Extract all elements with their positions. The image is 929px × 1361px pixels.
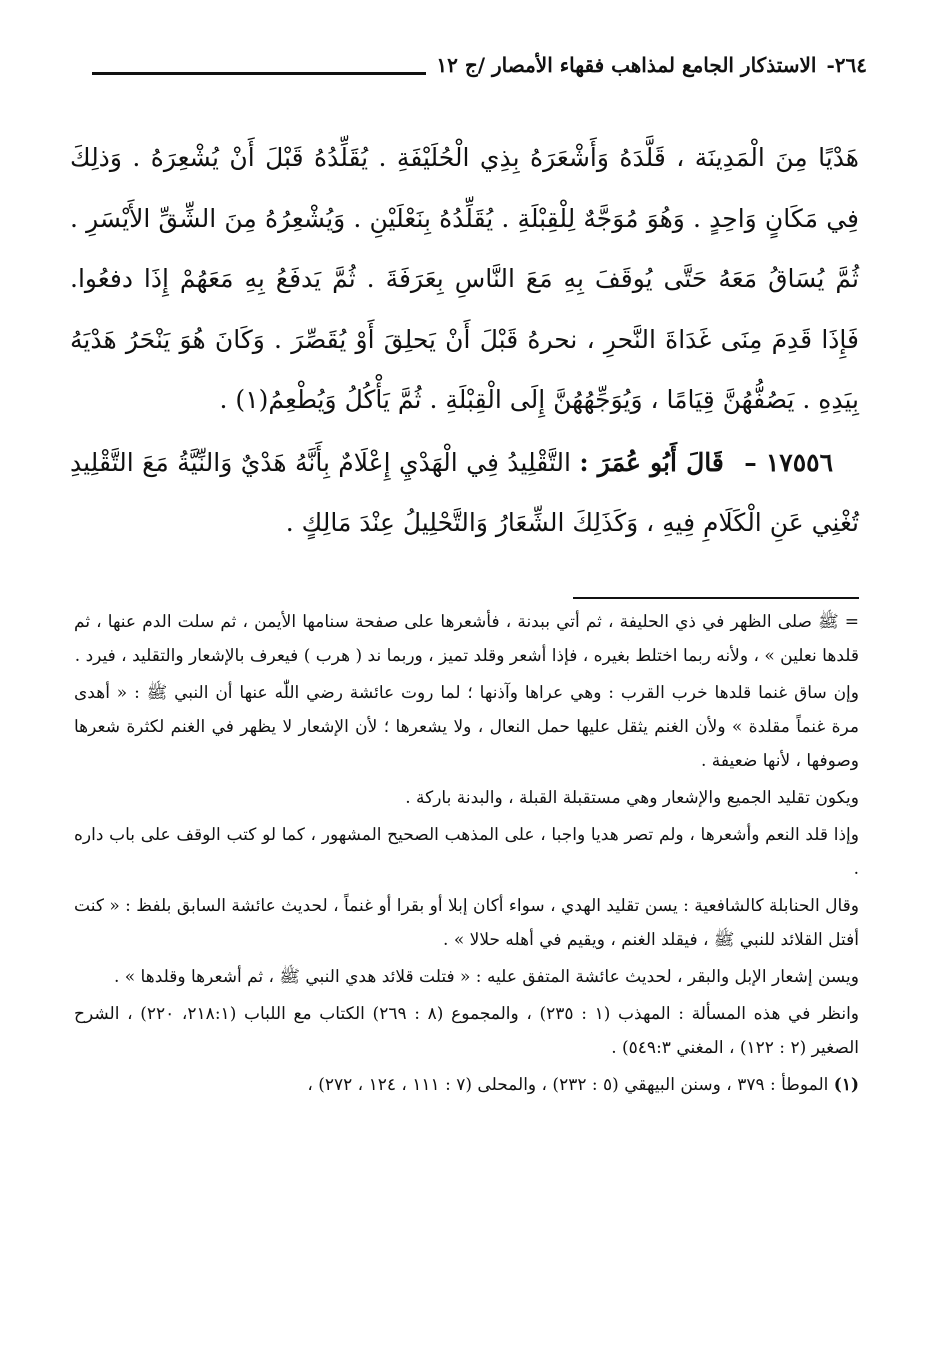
footnote-references: وانظر في هذه المسألة : المهذب (١ : ٢٣٥) ، والمجموع (٨ : ٢٦٩) الكتاب مع اللباب (٢١٨:١، ٢٢٠) ، الشرح الصغير (٢ : ١٢٢) ، المغني ٥٤٩:٣) . bbox=[74, 1004, 860, 1058]
footnote-1-text: الموطأ : ٣٧٩ ، وسنن البيهقي (٥ : ٢٣٢) ، والمحلى (٧ : ١١١ ، ١٢٤ ، ٢٧٢) ، bbox=[307, 1075, 829, 1095]
commentary-text: التَّقْلِيدُ فِي الْهَدْيِ إِعْلَامٌ بِأَنَّهُ هَدْيٌ وَالنِّيَّةُ مَعَ التَّقْلِيدِ تُغْنِي عَنِ الْكَلَامِ فِيهِ ، وَكَذَلِكَ الشِّعَارُ وَالتَّحْلِيلُ عِنْدَ مَالِكٍ . bbox=[70, 447, 859, 537]
footnote-separator bbox=[573, 597, 859, 599]
footnote-paragraph: ويكون تقليد الجميع والإشعار وهي مستقبلة القبلة ، والبدنة باركة . bbox=[405, 788, 859, 808]
header-rule bbox=[92, 72, 426, 75]
main-paragraph: هَدْيًا مِنَ الْمَدِينَة ، قَلَّدَهُ وَأَشْعَرَهُ بِذِي الْحُلَيْفَةِ . يُقَلِّدُهُ قَبْلَ أَنْ يُشْعِرَهُ . وَذلِكَ فِي مَكَانٍ وَاحِدٍ . وَهُوَ مُوَجَّهٌ لِلْقِبْلَةِ . يُقَلِّدُهُ بِنَعْلَيْنِ . وَيُشْعِرُهُ مِنَ الشِّقِّ الأَيْسَرِ . ثُمَّ يُسَاقُ مَعَهُ حَتَّى يُوقَفَ بِهِ مَعَ النَّاسِ بِعَرَفَةَ . ثُمَّ يَدفَعُ بِهِ مَعَهُمْ إِذَا دفعُوا. فَإِذَا قَدِمَ مِنَى غَدَاةَ النَّحرِ ، نحرهُ قَبْلَ أَنْ يَحلِقَ أَوْ يُقَصِّرَ . وَكَانَ هُوَ يَنْحَرُ هَدْيَهُ بِيَدِهِ . يَصُفُّهُنَّ قِيَامًا ، وَيُوَجِّهُهُنَّ إِلَى الْقِبْلَةِ . ثُمَّ يَأْكُلُ وَيُطْعِمُ(١) . bbox=[70, 143, 859, 414]
book-title: الاستذكار الجامع لمذاهب فقهاء الأمصار /ج ١٢ bbox=[436, 53, 817, 77]
footnote-paragraph: ويسن إشعار الإبل والبقر ، لحديث عائشة المتفق عليه : « فتلت قلائد هدي النبي ﷺ ، ثم أشعرها وقلدها » . bbox=[113, 967, 859, 987]
paragraph-number: ١٧٥٥٦ – bbox=[744, 447, 833, 477]
running-header bbox=[92, 52, 867, 78]
page-number: ٢٦٤- bbox=[826, 53, 867, 77]
main-text bbox=[70, 128, 859, 553]
commentary-paragraph bbox=[70, 433, 859, 553]
footnote-1 bbox=[74, 1068, 859, 1102]
footnote-paragraph: وإن ساق غنما قلدها خرب القرب : وهي عراها وآذنها ؛ لما روت عائشة رضي اللّٰه عنها أن النبي ﷺ : « أهدى مرة غنماً مقلدة » ولأن الغنم يثقل عليها حمل النعال ، ولا يشعرها ؛ لأن الإشعار لا يظهر في الغنم لكثرة شعرها وصوفها ، لأنها ضعيفة . bbox=[74, 683, 859, 771]
footnote-marker: (١) bbox=[833, 1075, 859, 1095]
footnote-paragraph: وإذا قلد النعم وأشعرها ، ولم تصر هديا واجبا ، على المذهب الصحيح المشهور ، كما لو كتب الوقف على باب داره . bbox=[74, 825, 859, 879]
speaker-label: قَالَ أَبُو عُمَرَ : bbox=[579, 447, 724, 477]
footnote-continuation: = ﷺ صلى الظهر في ذي الحليفة ، ثم أتي ببدنة ، فأشعرها على صفحة سنامها الأيمن ، ثم سلت الدم عنها ، ثم قلدها نعلين » ، ولأنه ربما اختلط بغيره ، فإذا أشعر وقلد تميز ، وربما ند ( هرب ) فيعرف بالإشعار والتقليد ، فيرد . bbox=[74, 612, 859, 666]
footnotes bbox=[74, 605, 859, 1105]
footnote-paragraph: وقال الحنابلة كالشافعية : يسن تقليد الهدي ، سواء أكان إبلا أو بقرا أو غنماً ، لحديث عائشة السابق بلفظ : « كنت أفتل القلائد للنبي ﷺ ، فيقلد الغنم ، ويقيم في أهله حلالا » . bbox=[74, 896, 859, 950]
